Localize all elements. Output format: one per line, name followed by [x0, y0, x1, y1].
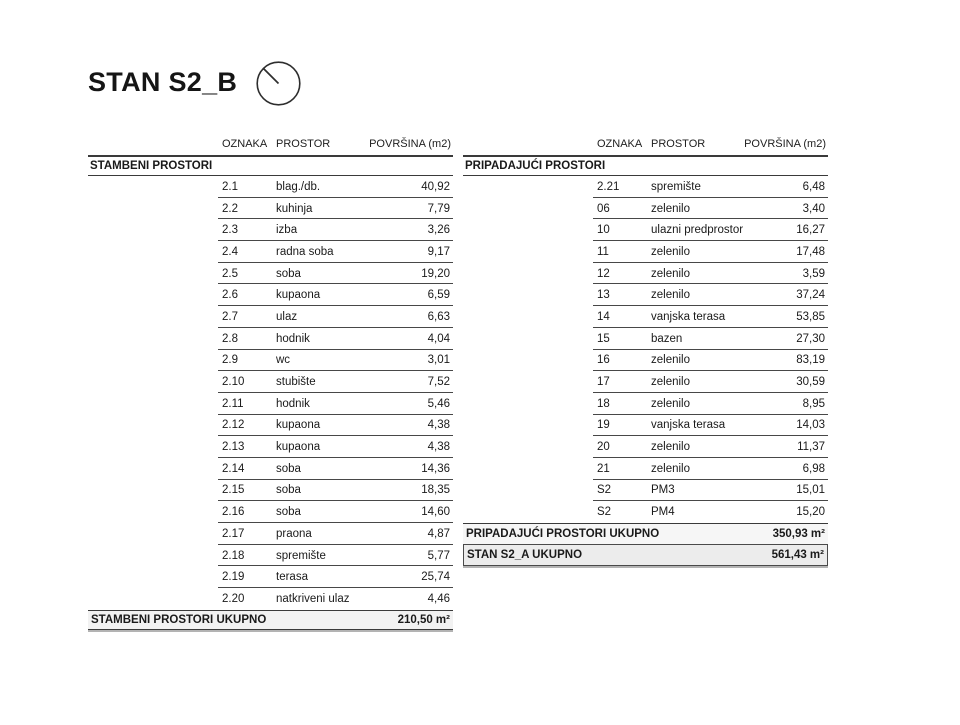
- cell-oznaka: 11: [597, 245, 609, 258]
- cell-prostor: spremište: [651, 180, 701, 193]
- cell-oznaka: 13: [597, 289, 610, 302]
- table-row: [88, 501, 453, 523]
- cell-prostor: zelenilo: [651, 267, 690, 280]
- section-header-stambeni: STAMBENI PROSTORI: [88, 155, 453, 176]
- column-header-prostor: PROSTOR: [276, 138, 331, 150]
- cell-povrsina: 4,87: [427, 527, 450, 540]
- cell-oznaka: 2.4: [222, 245, 238, 258]
- cell-prostor: radna soba: [276, 245, 334, 258]
- cell-oznaka: 2.10: [222, 376, 245, 389]
- cell-prostor: kupaona: [276, 419, 321, 432]
- cell-prostor: stubište: [276, 376, 316, 389]
- cell-povrsina: 83,19: [796, 354, 825, 367]
- cell-oznaka: 2.21: [597, 180, 620, 193]
- cell-prostor: zelenilo: [651, 245, 690, 258]
- table-row: [463, 436, 828, 458]
- cell-povrsina: 4,04: [427, 332, 450, 345]
- cell-prostor: zelenilo: [651, 202, 690, 215]
- cell-prostor: kupaona: [276, 441, 321, 454]
- cell-prostor: vanjska terasa: [651, 310, 726, 323]
- cell-prostor: izba: [276, 224, 298, 237]
- cell-povrsina: 16,27: [796, 224, 825, 237]
- table-row: [88, 566, 453, 588]
- cell-oznaka: 2.1: [222, 180, 238, 193]
- cell-povrsina: 3,01: [427, 354, 450, 367]
- cell-povrsina: 11,37: [797, 441, 825, 454]
- cell-oznaka: 2.6: [222, 289, 238, 302]
- table-row: [88, 436, 453, 458]
- cell-oznaka: 2.16: [222, 506, 245, 519]
- cell-oznaka: 2.3: [222, 224, 238, 237]
- cell-povrsina: 6,59: [427, 289, 450, 302]
- cell-prostor: PM4: [651, 506, 675, 519]
- cell-oznaka: 2.8: [222, 332, 238, 345]
- table-row: [88, 219, 453, 241]
- cell-povrsina: 14,60: [421, 506, 450, 519]
- table-row: [463, 306, 828, 328]
- cell-prostor: ulazni predprostor: [651, 224, 744, 237]
- table-row: [88, 523, 453, 545]
- cell-prostor: bazen: [651, 332, 683, 345]
- section-header-pripadajuci: PRIPADAJUĆI PROSTORI: [463, 155, 828, 176]
- cell-prostor: wc: [276, 354, 291, 367]
- table-row: [463, 393, 828, 415]
- cell-prostor: zelenilo: [651, 289, 690, 302]
- cell-povrsina: 3,59: [802, 267, 825, 280]
- cell-prostor: ulaz: [276, 310, 298, 323]
- column-header-povrsina: POVRŠINA (m2): [369, 138, 451, 150]
- table-row: [463, 284, 828, 306]
- cell-prostor: zelenilo: [651, 397, 690, 410]
- total-value: 210,50 m²: [397, 613, 450, 626]
- cell-povrsina: 15,01: [796, 484, 825, 497]
- pripadajuci-total-row: [463, 523, 828, 544]
- table-row: [88, 545, 453, 567]
- cell-povrsina: 17,48: [796, 245, 825, 258]
- cell-prostor: soba: [276, 267, 301, 280]
- cell-oznaka: 2.7: [222, 310, 238, 323]
- north-indicator-icon: [255, 60, 302, 107]
- cell-prostor: PM3: [651, 484, 675, 497]
- total-value: 350,93 m²: [772, 528, 825, 540]
- cell-prostor: spremište: [276, 549, 326, 562]
- cell-povrsina: 18,35: [421, 484, 450, 497]
- cell-povrsina: 5,77: [427, 549, 450, 562]
- column-header-povrsina: POVRŠINA (m2): [744, 138, 826, 150]
- cell-oznaka: 2.2: [222, 202, 238, 215]
- cell-povrsina: 27,30: [796, 332, 825, 345]
- table-row: [463, 219, 828, 241]
- total-label: STAN S2_A UKUPNO: [467, 549, 583, 561]
- cell-prostor: soba: [276, 484, 301, 497]
- cell-prostor: natkriveni ulaz: [276, 592, 350, 605]
- cell-povrsina: 25,74: [421, 571, 450, 584]
- table-row: [88, 198, 453, 220]
- table-row: [88, 480, 453, 502]
- cell-oznaka: 2.17: [222, 527, 245, 540]
- table-rows: [463, 176, 828, 523]
- cell-oznaka: 21: [597, 462, 610, 475]
- column-header-oznaka: OZNAKA: [597, 138, 643, 150]
- pripadajuci-prostori-table: [463, 133, 828, 566]
- cell-oznaka: 2.13: [222, 441, 245, 454]
- cell-prostor: blag./db.: [276, 180, 321, 193]
- cell-prostor: praona: [276, 527, 312, 540]
- cell-povrsina: 7,52: [427, 376, 450, 389]
- cell-prostor: hodnik: [276, 397, 310, 410]
- total-value: 561,43 m²: [771, 549, 824, 561]
- cell-povrsina: 3,26: [427, 224, 450, 237]
- cell-oznaka: 15: [597, 332, 610, 345]
- cell-povrsina: 15,20: [796, 506, 825, 519]
- cell-povrsina: 19,20: [421, 267, 450, 280]
- cell-oznaka: S2: [597, 484, 612, 497]
- stambeni-total-row: [88, 610, 453, 630]
- column-header-oznaka: OZNAKA: [222, 138, 268, 150]
- cell-oznaka: 2.15: [222, 484, 245, 497]
- table-row: [88, 241, 453, 263]
- cell-povrsina: 8,95: [802, 397, 825, 410]
- cell-prostor: zelenilo: [651, 441, 690, 454]
- cell-povrsina: 40,92: [421, 180, 450, 193]
- cell-povrsina: 7,79: [427, 202, 450, 215]
- cell-povrsina: 4,38: [427, 419, 450, 432]
- cell-prostor: soba: [276, 462, 301, 475]
- cell-povrsina: 14,03: [796, 419, 825, 432]
- cell-oznaka: 20: [597, 441, 610, 454]
- column-header-prostor: PROSTOR: [651, 138, 706, 150]
- table-row: [463, 241, 828, 263]
- cell-povrsina: 6,48: [802, 180, 825, 193]
- cell-oznaka: 2.20: [222, 592, 245, 605]
- cell-povrsina: 4,46: [427, 592, 450, 605]
- table-row: [88, 415, 453, 437]
- cell-oznaka: 19: [597, 419, 610, 432]
- cell-oznaka: 2.14: [222, 462, 245, 475]
- cell-oznaka: 2.12: [222, 419, 245, 432]
- table-row: [463, 350, 828, 372]
- cell-prostor: kupaona: [276, 289, 321, 302]
- table-row: [463, 458, 828, 480]
- cell-prostor: zelenilo: [651, 354, 690, 367]
- cell-prostor: zelenilo: [651, 462, 690, 475]
- table-row: [88, 371, 453, 393]
- cell-prostor: kuhinja: [276, 202, 313, 215]
- table-row: [88, 458, 453, 480]
- table-row: [88, 393, 453, 415]
- cell-povrsina: 14,36: [421, 462, 450, 475]
- cell-povrsina: 4,38: [427, 441, 450, 454]
- table-rows: [88, 176, 453, 610]
- table-row: [463, 480, 828, 502]
- cell-oznaka: 12: [597, 267, 610, 280]
- cell-oznaka: S2: [597, 506, 612, 519]
- table-row: [463, 198, 828, 220]
- table-header-row: [88, 133, 453, 155]
- table-row: [463, 263, 828, 285]
- cell-prostor: hodnik: [276, 332, 310, 345]
- table-row: [463, 415, 828, 437]
- table-row: [88, 328, 453, 350]
- table-row: [88, 588, 453, 610]
- total-label: STAMBENI PROSTORI UKUPNO: [91, 613, 267, 626]
- table-row: [463, 176, 828, 198]
- cell-prostor: soba: [276, 506, 301, 519]
- cell-povrsina: 3,40: [802, 202, 825, 215]
- table-row: [88, 350, 453, 372]
- table-row: [463, 501, 828, 523]
- cell-povrsina: 30,59: [796, 376, 825, 389]
- cell-oznaka: 18: [597, 397, 610, 410]
- cell-prostor: terasa: [276, 571, 308, 584]
- cell-povrsina: 6,63: [427, 310, 450, 323]
- page-title: STAN S2_B: [88, 67, 238, 97]
- cell-povrsina: 37,24: [796, 289, 825, 302]
- table-row: [463, 371, 828, 393]
- table-header-row: [463, 133, 828, 155]
- table-row: [463, 328, 828, 350]
- cell-povrsina: 6,98: [802, 462, 825, 475]
- cell-oznaka: 2.11: [222, 397, 244, 410]
- cell-oznaka: 2.19: [222, 571, 245, 584]
- cell-prostor: zelenilo: [651, 376, 690, 389]
- stan-grand-total-row: [463, 544, 828, 566]
- cell-oznaka: 16: [597, 354, 610, 367]
- table-row: [88, 176, 453, 198]
- cell-povrsina: 9,17: [427, 245, 450, 258]
- table-row: [88, 306, 453, 328]
- stambeni-prostori-table: [88, 133, 453, 630]
- cell-povrsina: 5,46: [427, 397, 450, 410]
- cell-oznaka: 2.5: [222, 267, 238, 280]
- cell-oznaka: 06: [597, 202, 610, 215]
- cell-oznaka: 2.9: [222, 354, 238, 367]
- table-row: [88, 284, 453, 306]
- cell-povrsina: 53,85: [796, 310, 825, 323]
- cell-oznaka: 10: [597, 224, 610, 237]
- cell-oznaka: 2.18: [222, 549, 245, 562]
- cell-oznaka: 17: [597, 376, 610, 389]
- table-row: [88, 263, 453, 285]
- total-label: PRIPADAJUĆI PROSTORI UKUPNO: [466, 528, 660, 540]
- cell-prostor: vanjska terasa: [651, 419, 726, 432]
- cell-oznaka: 14: [597, 310, 610, 323]
